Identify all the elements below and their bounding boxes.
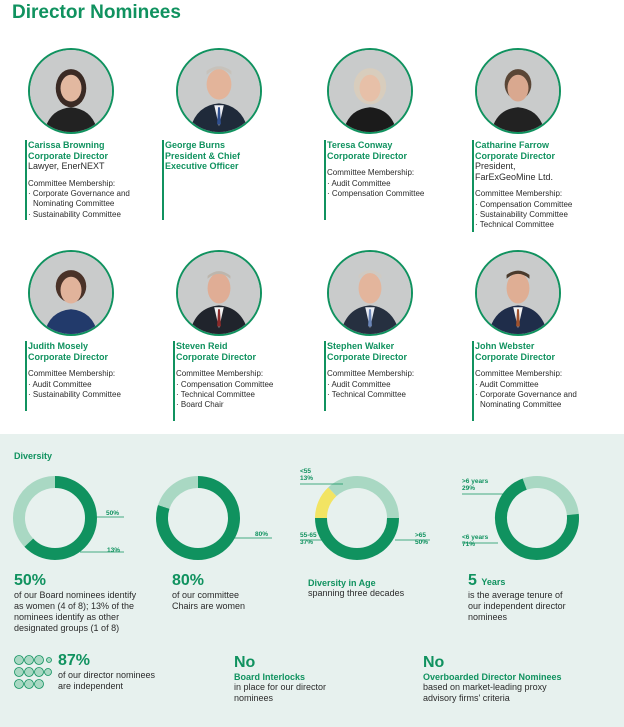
committee-heading: Committee Membership: bbox=[176, 369, 264, 378]
committee-item: · Audit Committee bbox=[327, 178, 391, 188]
diversity-charts bbox=[0, 470, 624, 570]
nominee-name: Teresa Conway bbox=[327, 140, 393, 150]
donut-age bbox=[321, 482, 393, 554]
women-big-number: 50% bbox=[14, 572, 47, 589]
nominee-company: Lawyer, EnerNEXT bbox=[28, 161, 105, 171]
dots-icon bbox=[14, 655, 52, 693]
nominee-info bbox=[324, 341, 414, 411]
portrait-photo bbox=[327, 48, 413, 134]
nominee-info bbox=[162, 140, 240, 220]
chairs-stat: 80% of our committee Chairs are women bbox=[172, 572, 292, 612]
committee-heading: Committee Membership: bbox=[475, 189, 563, 198]
nominee-info bbox=[173, 341, 273, 421]
donut-slice--55 bbox=[321, 492, 332, 518]
committee-item: · Audit Committee bbox=[327, 379, 391, 389]
nominee-company-line2: FarExGeoMine Ltd. bbox=[475, 171, 554, 182]
women-stat: 50% of our Board nominees identify as women (4 of 8); 13% of the nominees identify as other designated groups (1 of 8) bbox=[14, 572, 164, 634]
portrait-photo bbox=[475, 250, 561, 336]
nominee-name: Judith Mosely bbox=[28, 341, 89, 351]
committee-item: · Compensation Committee bbox=[176, 379, 274, 389]
nominee-info bbox=[472, 341, 577, 421]
portrait-photo bbox=[28, 48, 114, 134]
committee-heading: Committee Membership: bbox=[327, 168, 415, 177]
nominee-role: President & Chief bbox=[165, 150, 241, 161]
committee-item: · Audit Committee bbox=[475, 379, 539, 389]
interlocks-big: No bbox=[234, 654, 256, 671]
age-gt65-label: >65 50% bbox=[415, 532, 429, 546]
nominee-info bbox=[472, 140, 572, 232]
portrait-photo bbox=[327, 250, 413, 336]
donut-slice-55-65 bbox=[332, 482, 393, 518]
nominee-info bbox=[25, 140, 130, 220]
donut-slice--65 bbox=[321, 518, 393, 554]
independent-big-number: 87% bbox=[58, 652, 91, 669]
committee-item: Nominating Committee bbox=[480, 400, 562, 410]
committee-item: · Compensation Committee bbox=[327, 188, 425, 198]
tenure-gt6-label: >6 years 29% bbox=[462, 478, 489, 492]
diversity-title: Diversity bbox=[14, 451, 53, 461]
committee-item: · Technical Committee bbox=[475, 220, 554, 230]
committee-item: · Sustainability Committee bbox=[475, 209, 568, 219]
donut-chairs bbox=[162, 482, 234, 554]
nominee-name: Carissa Browning bbox=[28, 140, 105, 150]
women-50-label: 50% bbox=[106, 510, 120, 517]
nominee-info bbox=[324, 140, 424, 220]
committee-item: · Corporate Governance and bbox=[475, 389, 577, 399]
chairs-80-label: 80% bbox=[255, 531, 269, 538]
interlocks-stat: No Board Interlocks in place for our director nominees bbox=[234, 654, 384, 704]
nominee-role-line2: Executive Officer bbox=[165, 161, 239, 171]
nominee-name: John Webster bbox=[475, 341, 535, 351]
age-stat: Diversity in Age spanning three decades bbox=[308, 578, 448, 599]
nominee-role: Corporate Director bbox=[327, 150, 408, 161]
nominee-role: Corporate Director bbox=[28, 351, 109, 362]
committee-item: · Sustainability Committee bbox=[28, 389, 121, 399]
age-lt55-label: <55 13% bbox=[300, 468, 314, 482]
donut-slice-other-designated-groups bbox=[29, 543, 55, 554]
chairs-big-number: 80% bbox=[172, 572, 205, 589]
committee-item: · Audit Committee bbox=[28, 379, 92, 389]
overboarded-stat: No Overboarded Director Nominees based on market-leading proxy advisory firms' criteria bbox=[423, 654, 613, 704]
nominee-name: Stephen Walker bbox=[327, 341, 395, 351]
committee-heading: Committee Membership: bbox=[327, 369, 415, 378]
nominee-role: Corporate Director bbox=[475, 351, 556, 362]
portrait-photo bbox=[176, 48, 262, 134]
committee-item: · Compensation Committee bbox=[475, 199, 573, 209]
donut-slice--6-years bbox=[525, 482, 573, 514]
committee-item: Nominating Committee bbox=[33, 199, 115, 209]
overboarded-big: No bbox=[423, 654, 445, 671]
portrait-photo bbox=[475, 48, 561, 134]
nominee-name: Steven Reid bbox=[176, 341, 228, 351]
committee-item: · Board Chair bbox=[176, 400, 224, 410]
nominee-role: Corporate Director bbox=[28, 150, 109, 161]
committee-heading: Committee Membership: bbox=[28, 369, 116, 378]
tenure-stat: 5 Years is the average tenure of our independent director nominees bbox=[468, 572, 566, 622]
nominee-name: Catharine Farrow bbox=[475, 140, 550, 150]
portrait-photo bbox=[176, 250, 262, 336]
committee-item: · Corporate Governance and bbox=[28, 189, 130, 198]
tenure-big-number: 5 bbox=[468, 572, 477, 589]
donut-tenure bbox=[501, 482, 573, 554]
donut-slice-other bbox=[164, 482, 198, 507]
committee-item: · Sustainability Committee bbox=[28, 209, 121, 219]
committee-heading: Committee Membership: bbox=[28, 178, 116, 188]
women-13-label: 13% bbox=[107, 547, 121, 554]
nominee-role: Corporate Director bbox=[475, 150, 556, 161]
page-title: Director Nominees bbox=[12, 2, 181, 23]
age-55-65-label: 55-65 37% bbox=[300, 532, 317, 546]
donut-slice-women bbox=[55, 482, 91, 554]
committee-item: · Technical Committee bbox=[176, 389, 255, 399]
nominee-name: George Burns bbox=[165, 140, 226, 150]
tenure-lt6-label: <6 years 71% bbox=[462, 534, 489, 548]
nominee-role: Corporate Director bbox=[327, 351, 408, 362]
nominee-role: Corporate Director bbox=[176, 351, 257, 362]
nominee-info bbox=[25, 341, 121, 411]
overboarded-heading: Overboarded Director Nominees bbox=[423, 672, 562, 682]
portrait-photo bbox=[28, 250, 114, 336]
nominee-company: President, bbox=[475, 161, 516, 171]
committee-heading: Committee Membership: bbox=[475, 369, 563, 378]
age-heading: Diversity in Age bbox=[308, 578, 376, 588]
committee-item: · Technical Committee bbox=[327, 389, 406, 399]
interlocks-heading: Board Interlocks bbox=[234, 672, 306, 682]
independent-stat: 87% of our director nominees are independent bbox=[58, 652, 188, 692]
donut-women bbox=[19, 482, 91, 554]
donut-slice-other bbox=[19, 482, 55, 543]
